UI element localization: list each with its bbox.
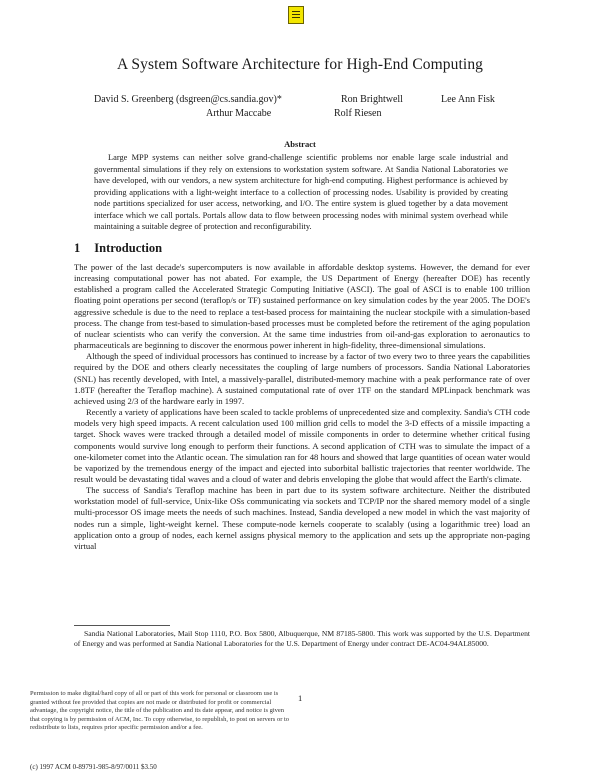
author-greenberg: David S. Greenberg (dsgreen@cs.sandia.gov)* <box>94 94 282 105</box>
author-fisk: Lee Ann Fisk <box>441 94 495 105</box>
footnote: Sandia National Laboratories, Mail Stop 1110, P.O. Box 5800, Albuquerque, NM 87185-5800. This work was supported by the U.S. Department of Energy and was performed at Sandia National Laboratories for the U.S. Department of Energy under contract DE-AC04-94AL85000. <box>74 629 530 648</box>
paragraph: The power of the last decade's supercomputers is now available in affordable desktop systems. However, the demand for ever increasing computational power has not abated. For example, the US Department of Energy (hereafter DOE) has recently established a program called the Accelerated Strategic Computing Initiative (ASCI). The goal of ASCI is to enable 100 trillion floating point operations per second (teraflop/s or TF) sustained performance on key simulation codes by the year 2005. The DOE's aggressive schedule is due to the need to replace a test-based process for maintaining the nuclear stockpile with a simulation-based process. The change from test-based to simulation-based processes must be completed before the retirement of the aging population of nuclear scientists who can verify the conversion. At the same time industries from oil-and-gas exploration to aeronautics to pharmaceuticals are beginning to discover the enormous power inherent in high-fidelity, three-dimensional simulations. <box>74 262 530 351</box>
paragraph: The success of Sandia's Teraflop machine has been in part due to its system software architecture. Neither the distributed workstation model of full-service, Unix-like OSs communicating via sockets and TCP/IP nor the shared memory model of a single multi-processor OS image meets the needs of such machines. Instead, Sandia developed a new model in which the vast majority of nodes run a simple, light-weight kernel. These compute-node kernels cooperate to scalably (using a logarithmic tree) load an application onto a group of nodes, each kernel assigns physical memory to the application and sets up the appropriate non-paging virtual <box>74 485 530 551</box>
abstract-heading: Abstract <box>284 139 316 149</box>
section-title: Introduction <box>94 241 163 255</box>
paragraph: Recently a variety of applications have been scaled to tackle problems of unprecedented size and complexity. Sandia's CTH code models very high speed impacts. A recent calculation used 100 million grid cells to model the 3-D effects of a missile impacting a target. Shock waves were tracked through a detailed model of missile components in order to determine whether critical fusing components would survive long enough to perform their functions. A second application of CTH was to simulate the impact of a one-kilometer comet into the Atlantic ocean. The simulation ran for 48 hours and showed that large quantities of ocean water would be vaporized by the tremendous energy of the impact and ejected into suborbital ballistic trajectories that reenter worldwide. The result would be devastating tidal waves and a cloud of water and debris enveloping the globe that would affect the Earth's climate. <box>74 407 530 484</box>
abstract-text: Large MPP systems can neither solve grand-challenge scientific problems nor enable large scale industrial and governmental simulations if they rely on extensions to workstation system software. At Sandia National Laboratories we have developed, with our vendors, a new system architecture for high-end computing. Highest performance is achieved by providing applications with a light-weight interface to a collection of processing nodes. Usability is provided by creating node partitions specialized for user access, networking, and I/O. The entire system is glued together by a data movement interface which we call portals. Portals allow data to flow between processing nodes with minimal system overhead while maintaining a suitable degree of protection and reconfigurability. <box>94 153 508 231</box>
body-text <box>74 262 530 552</box>
author-maccabe: Arthur Maccabe <box>206 108 272 119</box>
sticky-note-icon[interactable] <box>288 6 304 24</box>
author-brightwell: Ron Brightwell <box>341 94 403 105</box>
section-heading <box>74 241 162 256</box>
copyright-line: (c) 1997 ACM 0-89791-985-8/97/0011 $3.50 <box>30 763 157 771</box>
paper-title: A System Software Architecture for High-End Computing <box>116 56 484 73</box>
author-riesen: Rolf Riesen <box>334 108 382 119</box>
section-number: 1 <box>74 241 81 255</box>
paragraph: Although the speed of individual processors has continued to increase by a factor of two every two to three years the capabilities required by the DOE and others clearly necessitates the coupling of large numbers of processors. Sandia National Laboratories (SNL) has recently developed, with Intel, a massively-parallel, distributed-memory machine with a peak performance rate of over 1.8TF (hereafter the Teraflop machine). A sustained computational rate of over 1TF on the standard MPLinpack benchmark was achieved using 2/3 of the hardware early in 1997. <box>74 351 530 406</box>
footnote-divider <box>74 625 170 626</box>
page-number: 1 <box>298 693 303 703</box>
permission-notice: Permission to make digital/hard copy of all or part of this work for personal or classroom use is granted without fee provided that copies are not made or distributed for profit or commercial advantage, the copyright notice, the title of the publication and its date appear, and notice is given that copying is by permission of ACM, Inc. To copy otherwise, to republish, to post on servers or to redistribute to lists, requires prior specific permission and/or a fee. <box>30 690 290 732</box>
